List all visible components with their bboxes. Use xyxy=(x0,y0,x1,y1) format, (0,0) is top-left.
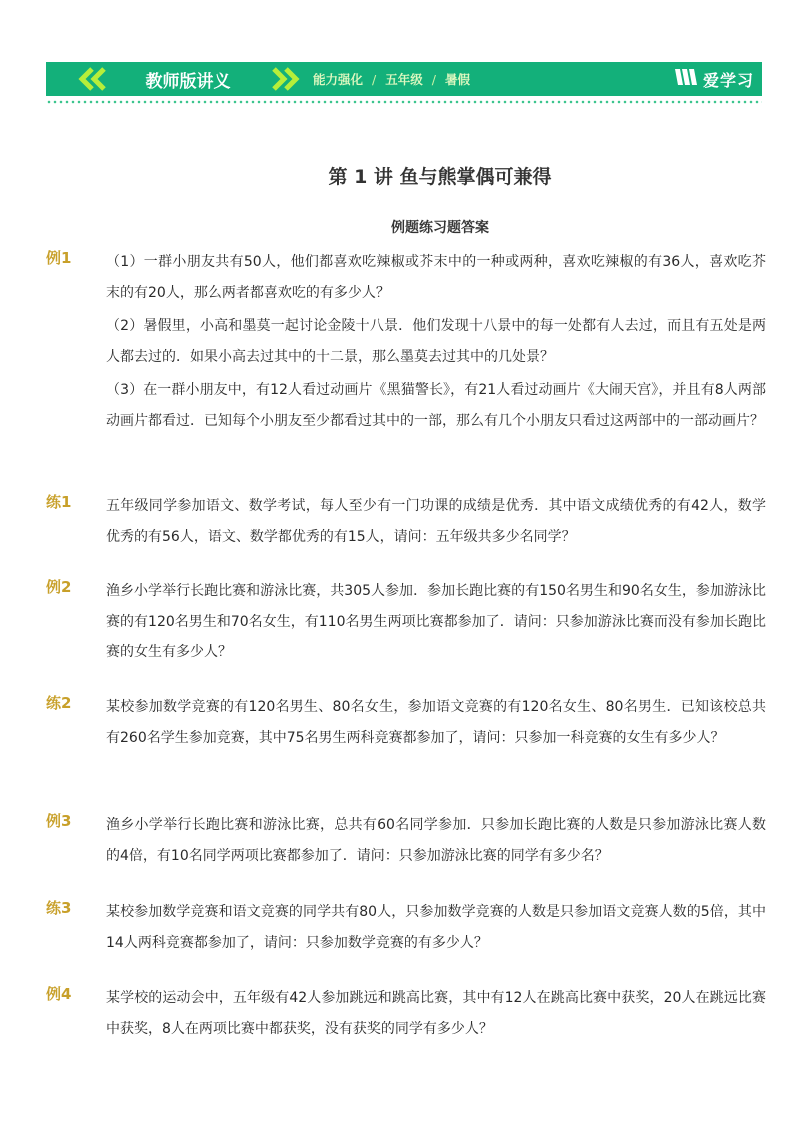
problem-label: 例3 xyxy=(46,812,72,830)
problem-body xyxy=(106,810,766,871)
header-banner xyxy=(46,62,762,96)
brand-name: 爱学习 xyxy=(702,70,754,90)
problem-paragraph: （3）在一群小朋友中，有12人看过动画片《黑猫警长》，有21人看过动画片《大闹天宫》，并且有8人两部动画片都看过．已知每个小朋友至少都看过其中的一部，那么有几个小朋友只看过这两部中的一部动画片？ xyxy=(106,382,766,429)
brand-logo xyxy=(673,62,754,96)
problem-paragraph: 某学校的运动会中，五年级有42人参加跳远和跳高比赛，其中有12人在跳高比赛中获奖，20人在跳远比赛中获奖，8人在两项比赛中都获奖，没有获奖的同学有多少人？ xyxy=(106,990,766,1037)
problem-paragraph: 五年级同学参加语文、数学考试，每人至少有一门功课的成绩是优秀．其中语文成绩优秀的有42人，数学优秀的有56人，语文、数学都优秀的有15人，请问：五年级共多少名同学？ xyxy=(106,498,766,545)
breadcrumb xyxy=(313,62,470,96)
problem-label: 例1 xyxy=(46,249,72,267)
problem-paragraph: （1）一群小朋友共有50人，他们都喜欢吃辣椒或芥末中的一种或两种，喜欢吃辣椒的有36人，喜欢吃芥末的有20人，那么两者都喜欢吃的有多少人？ xyxy=(106,254,766,301)
breadcrumb-item: 暑假 xyxy=(444,72,470,87)
problem-paragraph: 渔乡小学举行长跑比赛和游泳比赛，共305人参加．参加长跑比赛的有150名男生和90名女生，参加游泳比赛的有120名男生和70名女生，有110名男生两项比赛都参加了．请问：只参加游泳比赛而没有参加长跑比赛的女生有多少人？ xyxy=(106,583,766,660)
title-handout: 讲义 xyxy=(196,71,231,92)
problem-body xyxy=(106,983,766,1044)
problem-paragraph: 某校参加数学竞赛和语文竞赛的同学共有80人，只参加数学竞赛的人数是只参加语文竞赛人数的5倍，其中14人两科竞赛都参加了，请问：只参加数学竞赛的有多少人？ xyxy=(106,904,766,951)
breadcrumb-separator: / xyxy=(372,71,377,87)
problem-label: 练1 xyxy=(46,493,72,511)
breadcrumb-separator: / xyxy=(431,71,436,87)
handout-title xyxy=(112,62,264,96)
problem-paragraph: 某校参加数学竞赛的有120名男生、80名女生，参加语文竞赛的有120名女生、80名男生．已知该校总共有260名学生参加竞赛，其中75名男生两科竞赛都参加了，请问：只参加一科竞赛的女生有多少人？ xyxy=(106,699,766,746)
double-chevron-right-icon xyxy=(268,62,302,96)
problem-body xyxy=(106,897,766,958)
banner-dotted-border xyxy=(46,100,762,104)
breadcrumb-item: 能力强化 xyxy=(313,72,364,87)
problem-body xyxy=(106,576,766,668)
brand-mark-icon xyxy=(673,65,699,93)
problem-label: 练3 xyxy=(46,899,72,917)
breadcrumb-item: 五年级 xyxy=(385,72,423,87)
problem-paragraph: （2）暑假里，小高和墨莫一起讨论金陵十八景．他们发现十八景中的每一处都有人去过，而且有五处是两人都去过的．如果小高去过其中的十二景，那么墨莫去过其中的几处景？ xyxy=(106,318,766,365)
problem-label: 例2 xyxy=(46,578,72,596)
problem-paragraph: 渔乡小学举行长跑比赛和游泳比赛，总共有60名同学参加．只参加长跑比赛的人数是只参加游泳比赛人数的4倍，有10名同学两项比赛都参加了．请问：只参加游泳比赛的同学有多少名？ xyxy=(106,817,766,864)
title-teacher-edition: 教师版 xyxy=(145,71,197,92)
double-chevron-left-icon xyxy=(76,62,110,96)
problem-label: 练2 xyxy=(46,694,72,712)
problem-body xyxy=(106,491,766,552)
problem-body xyxy=(106,692,766,753)
problem-body xyxy=(106,247,766,436)
lesson-title: 第 1 讲 鱼与熊掌偶可兼得 xyxy=(328,166,552,188)
problem-label: 例4 xyxy=(46,985,72,1003)
section-title: 例题练习题答案 xyxy=(391,220,489,236)
